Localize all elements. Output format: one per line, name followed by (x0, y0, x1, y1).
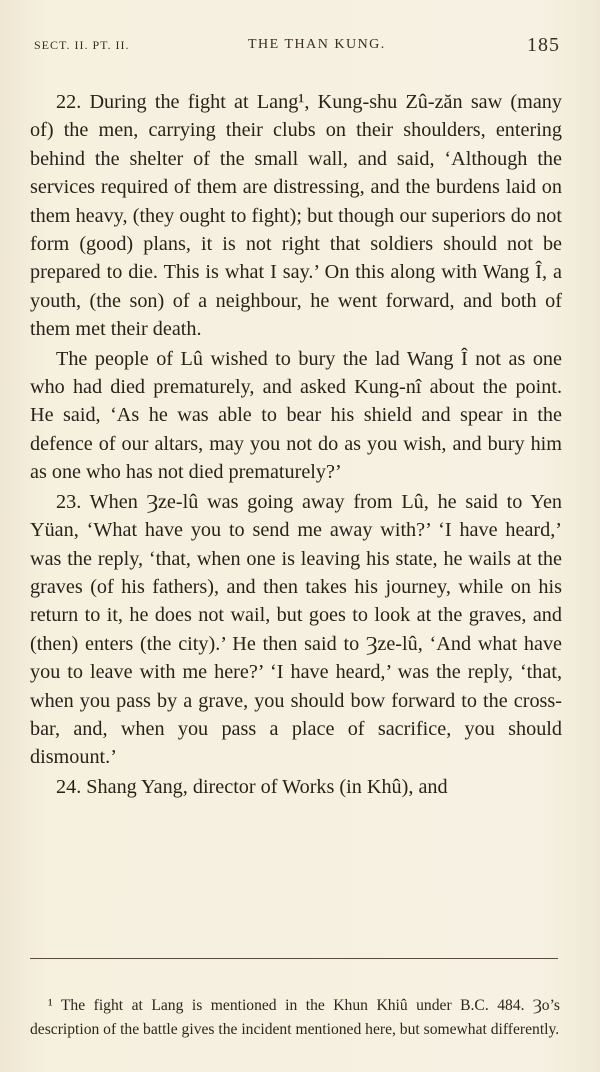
section-label: SECT. II. PT. II. (34, 38, 130, 52)
paragraph-24: 24. Shang Yang, director of Works (in Khû), and (56, 775, 448, 798)
footnote-divider (30, 958, 558, 959)
chapter-title: THE THAN KUNG. (248, 37, 386, 52)
page-number: 185 (527, 34, 560, 56)
footnote: ¹ The fight at Lang is mentioned in the Khun Khiû under B.C. 484. Ȝo’s description of the battle gives the incident mentioned here, but somewhat differently. (30, 996, 560, 1038)
paragraph-22-continued: The people of Lû wished to bury the lad Wang Î not as one who had died prematurely, and asked Kung-nî about the point. He said, ‘As he was able to bear his shield and spear in the defence of our altars, may you not do as you wish, and bury him as one who has not died prematurely?’ (30, 347, 562, 484)
paragraph-23: 23. When Ȝze-lû was going away from Lû, he said to Yen Yüan, ‘What have you to send me away with?’ ‘I have heard,’ was the reply, ‘that, when one is leaving his state, he wails at the graves (of his fathers), and then takes his journey, while on his return to it, he does not wail, but goes to look at the graves, and (then) enters (the city).’ He then said to Ȝze-lû, ‘And what have you to leave with me here?’ ‘I have heard,’ was the reply, ‘that, when you pass by a grave, you should bow forward to the cross-bar, and, when you pass a place of sacrifice, you should dismount.’ (30, 490, 562, 769)
running-head (34, 34, 566, 60)
body-text (30, 88, 562, 801)
paragraph-22: 22. During the fight at Lang¹, Kung-shu Zû-zăn saw (many of) the men, carrying their clubs on their shoulders, entering behind the shelter of the small wall, and said, ‘Although the services required of them are distressing, and the burdens laid on them heavy, (they ought to fight); but though our superiors do not form (good) plans, it is not right that soldiers should not be prepared to die. This is what I say.’ On this along with Wang Î, a youth, (the son) of a neighbour, he went forward, and both of them met their death. (30, 91, 562, 341)
